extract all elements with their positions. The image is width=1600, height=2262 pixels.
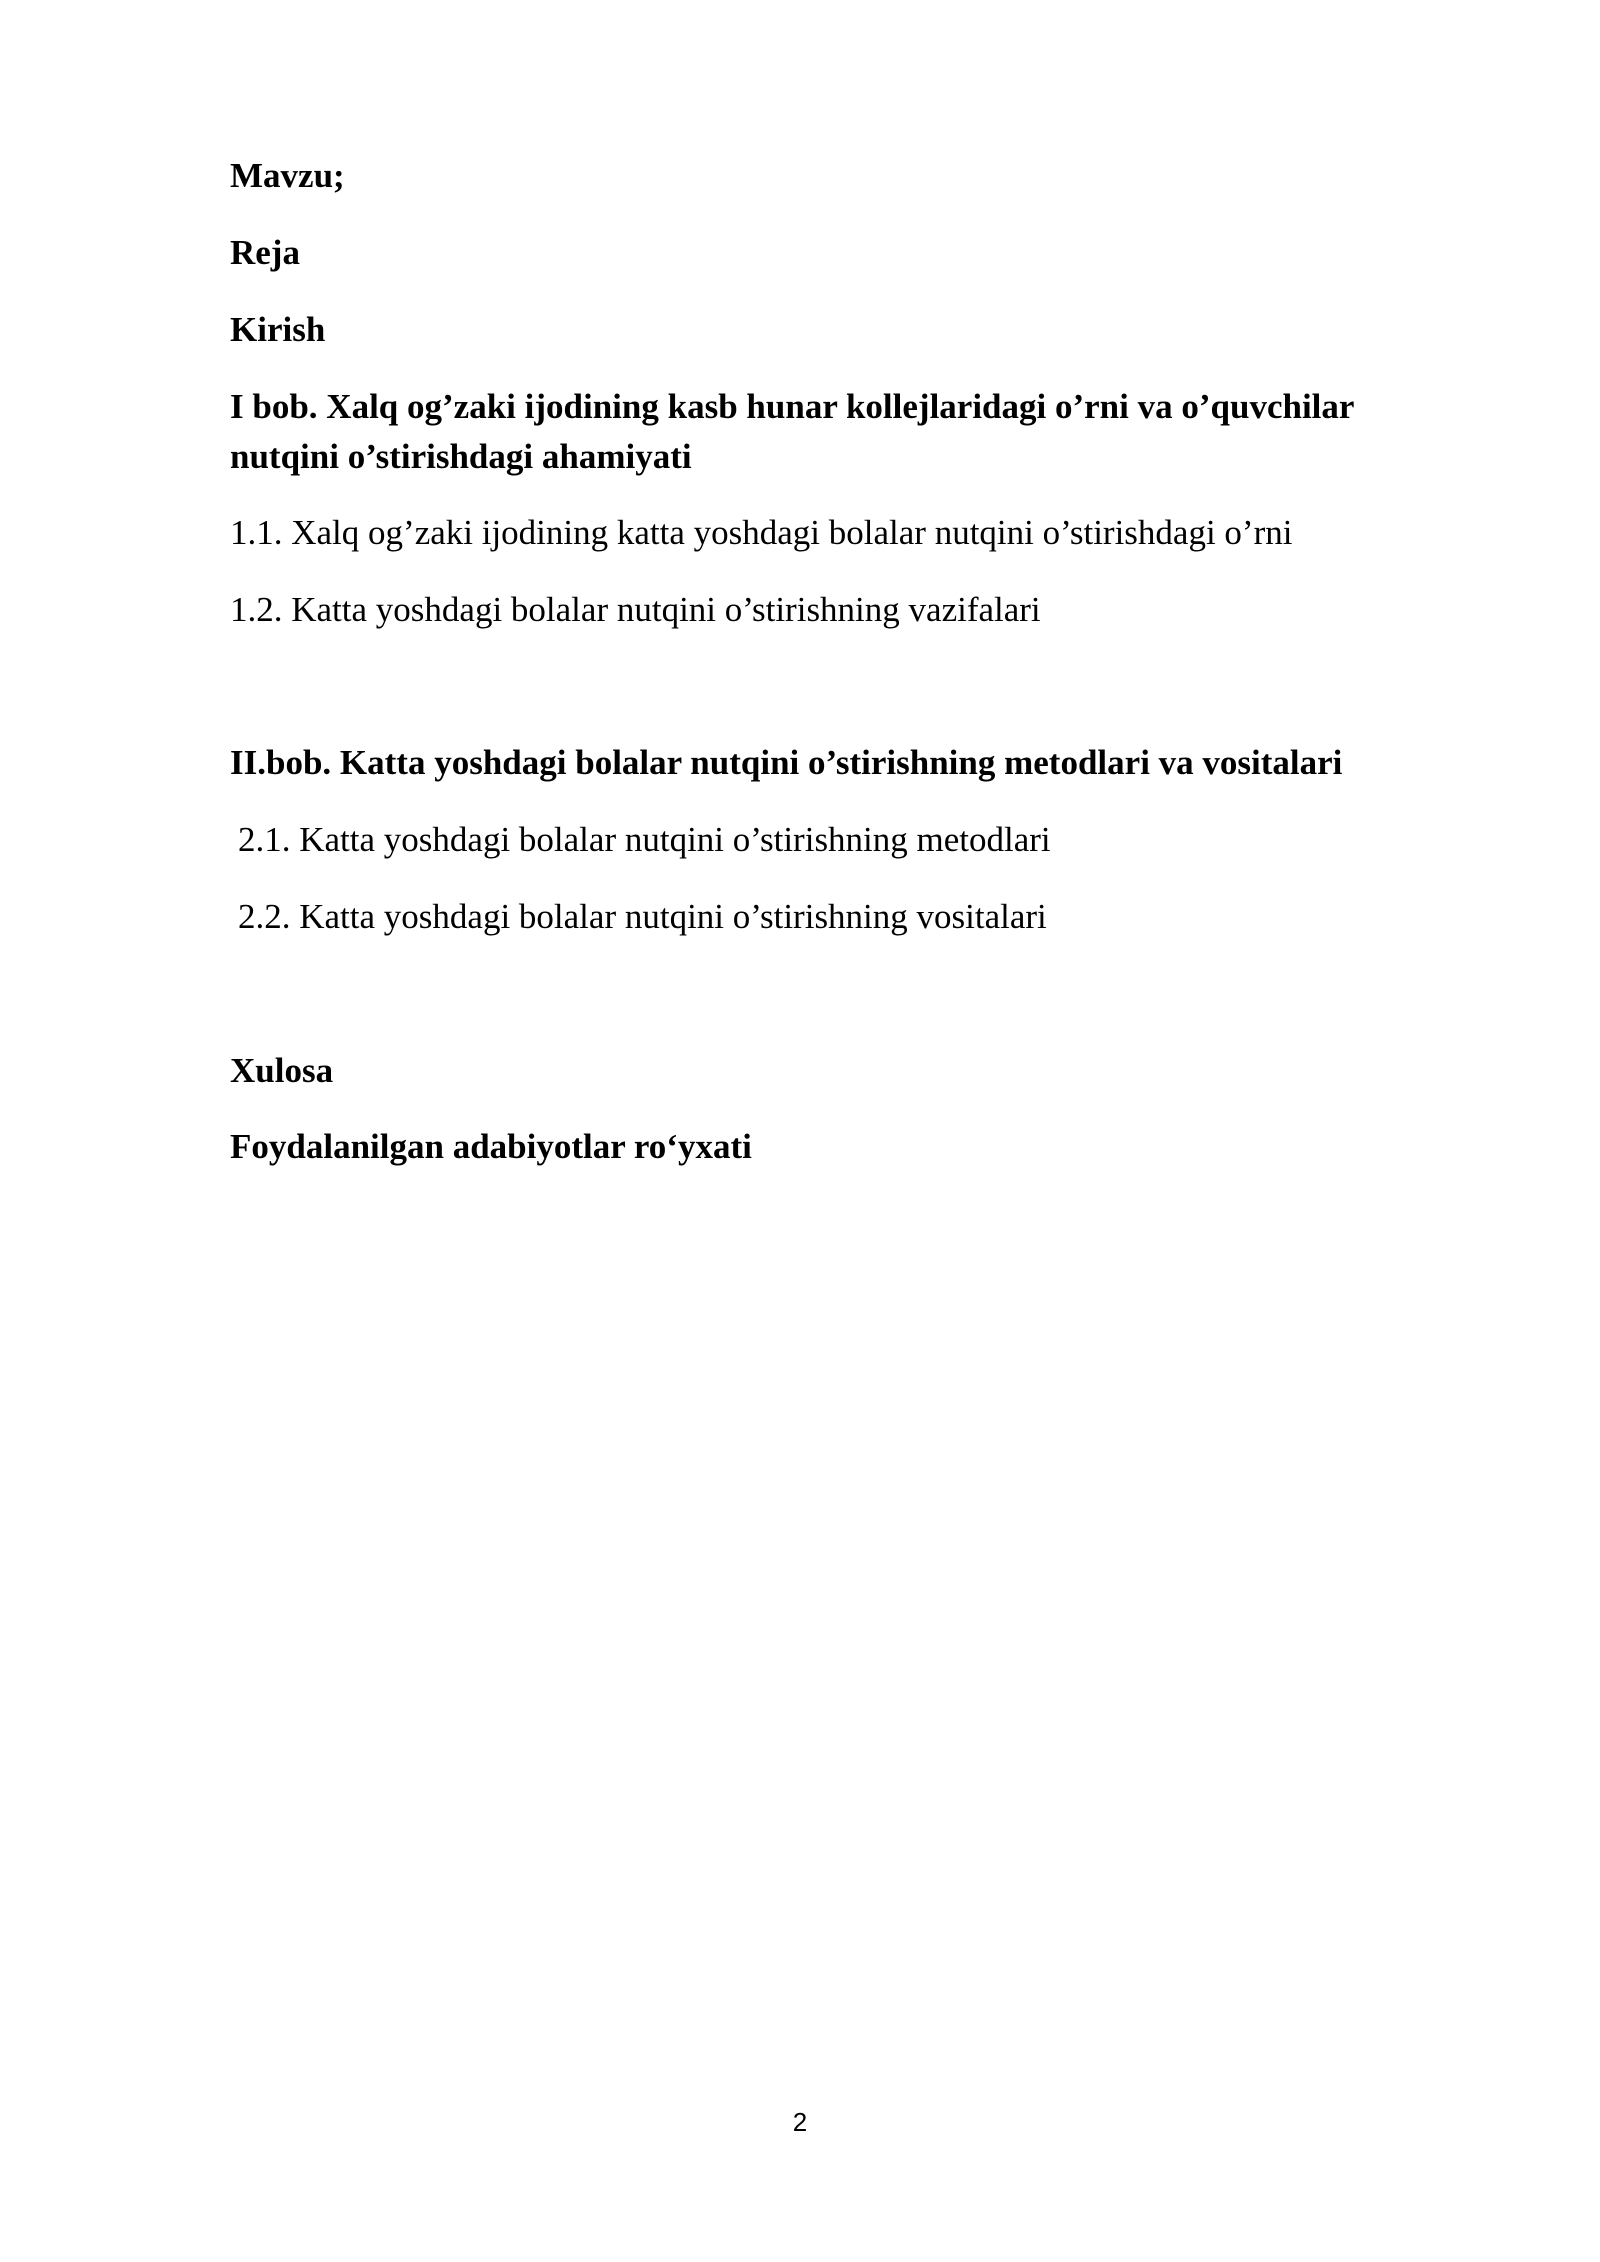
section-1-1: 1.1. Xalq og’zaki ijodining katta yoshdagi bolalar nutqini o’stirishdagi o’rni <box>230 513 1293 552</box>
topic-heading: Mavzu; <box>230 156 345 195</box>
intro-heading: Kirish <box>230 310 326 349</box>
chapter2-title: II.bob. Katta yoshdagi bolalar nutqini o’stirishning metodlari va vositalari <box>230 743 1343 782</box>
section-2-1: 2.1. Katta yoshdagi bolalar nutqini o’stirishning metodlari <box>238 820 1051 859</box>
chapter1-title-line2: nutqini o’stirishdagi ahamiyati <box>230 437 692 476</box>
chapter1-title-line1: I bob. Xalq og’zaki ijodining kasb hunar kollejlaridagi o’rni va o’quvchilar <box>230 387 1355 426</box>
section-1-2: 1.2. Katta yoshdagi bolalar nutqini o’stirishning vazifalari <box>230 590 1041 629</box>
bibliography-heading: Foydalanilgan adabiyotlar ro‘yxati <box>230 1127 752 1166</box>
plan-heading: Reja <box>230 233 300 272</box>
conclusion-heading: Xulosa <box>230 1051 334 1090</box>
section-2-2: 2.2. Katta yoshdagi bolalar nutqini o’stirishning vositalari <box>238 897 1047 936</box>
page-number: 2 <box>792 2107 808 2137</box>
